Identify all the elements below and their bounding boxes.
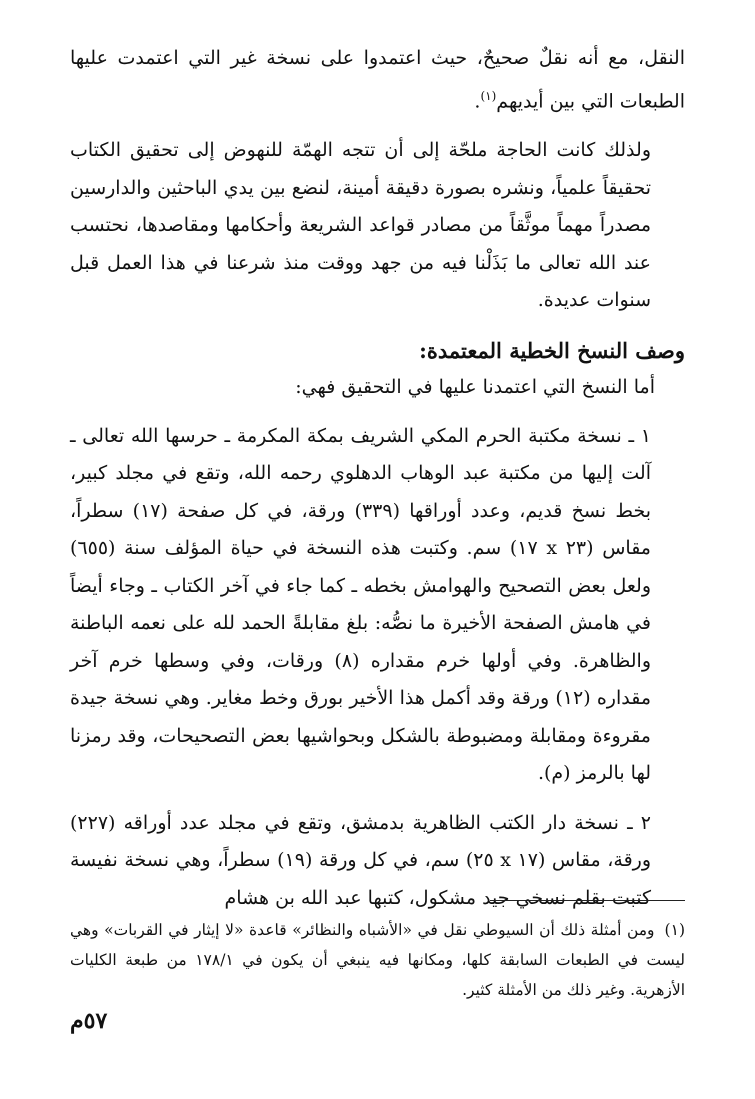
paragraph-intro-continuation — [70, 40, 685, 120]
section-heading: وصف النسخ الخطية المعتمدة: — [419, 337, 685, 363]
footnote-divider — [490, 900, 685, 901]
footnote-text: ومن أمثلة ذلك أن السيوطي نقل في «الأشباه والنظائر» قاعدة «لا إيثار في القربات» وهي ليست في الطبعات السابقة كلها، ومكانها فيه ينبغي أن يكون في ١٧٨/١ من طبعة الكليات الأزهرية. وغير ذلك من الأمثلة كثير. — [70, 921, 685, 999]
section-intro: أما النسخ التي اعتمدنا عليها في التحقيق فهي: — [295, 375, 655, 398]
page-number: ٥٧م — [70, 1008, 108, 1034]
footnote-reference[interactable]: (١) — [480, 88, 497, 103]
manuscript-item-1: ١ ـ نسخة مكتبة الحرم المكي الشريف بمكة المكرمة ـ حرسها الله تعالى ـ آلت إليها من مكتبة عبد الوهاب الدهلوي رحمه الله، وتقع في مجلد كبير، بخط نسخ قديم، وعدد أوراقها (٣٣٩) ورقة، في كل صفحة (١٧) سطراً، مقاس (٢٣ x ١٧) سم. وكتبت هذه النسخة في حياة المؤلف سنة (٦٥٥) ولعل بعض التصحيح والهوامش بخطه ـ كما جاء في آخر الكتاب ـ وجاء أيضاً في هامش الصفحة الأخيرة ما نصُّه: بلغ مقابلةً الحمد لله على نعمه الباطنة والظاهرة. وفي أولها خرم مقداره (٨) ورقات، وفي وسطها خرم آخر مقداره (١٢) ورقة وقد أكمل هذا الأخير بورق وخط مغاير. وهي نسخة جيدة مقروءة ومقابلة ومضبوطة بالشكل وبحواشيها بعض التصحيحات، وقد رمزنا لها بالرمز (م). — [70, 424, 652, 785]
manuscript-item-2: ٢ ـ نسخة دار الكتب الظاهرية بدمشق، وتقع في مجلد عدد أوراقه (٢٢٧) ورقة، مقاس (١٧ x ٢٥) سم، في كل ورقة (١٩) سطراً، وهي نسخة نفيسة كتبت بقلم نسخي جيد مشكول، كتبها عبد الله بن هشام — [70, 811, 652, 909]
paragraph-1-end: . — [474, 89, 481, 112]
paragraph-purpose: ولذلك كانت الحاجة ملحّة إلى أن تتجه الهمّة للنهوض إلى تحقيق الكتاب تحقيقاً علمياً، ونشره بصورة دقيقة أمينة، لنضع بين يدي الباحثين والدارسين مصدراً مهماً موثَّقاً من مصادر قواعد الشريعة وأحكامها ومقاصدها، نحتسب عند الله تعالى ما بَذَلْنا فيه من جهد ووقت منذ شرعنا في هذا العمل قبل سنوات عديدة. — [70, 139, 651, 312]
document-page — [70, 40, 685, 1099]
paragraph-1-text: النقل، مع أنه نقلٌ صحيحٌ، حيث اعتمدوا على نسخة غير التي اعتمدت عليها الطبعات التي بين أيديهم — [70, 47, 685, 112]
footnote-number: (١) — [664, 921, 685, 939]
footnote — [70, 915, 685, 1005]
